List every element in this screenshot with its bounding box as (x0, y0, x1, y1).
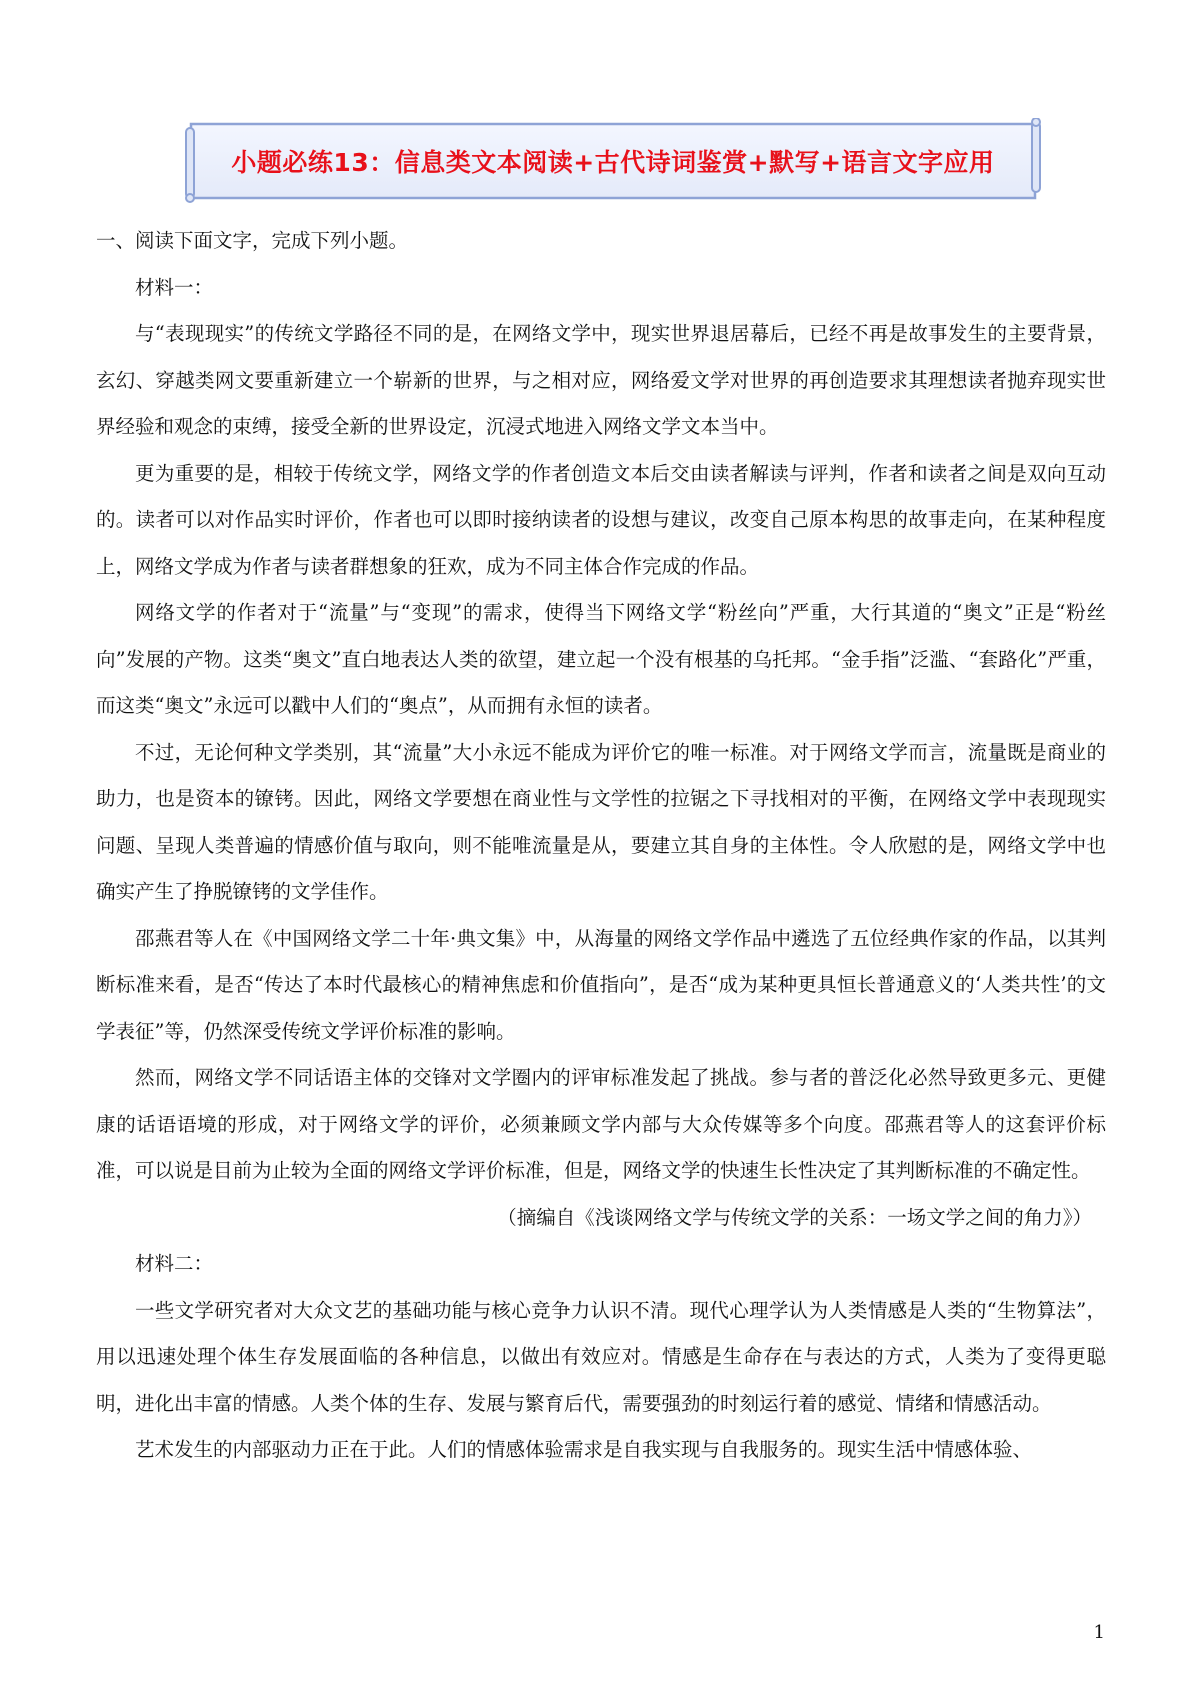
page-title: 小题必练13：信息类文本阅读+古代诗词鉴赏+默写+语言文字应用 (231, 147, 995, 177)
paragraph: 网络文学的作者对于“流量”与“变现”的需求，使得当下网络文学“粉丝向”严重，大行其道的“奥文”正是“粉丝向”发展的产物。这类“奥文”直白地表达人类的欲望，建立起一个没有根基的乌托邦。“金手指”泛滥、“套路化”严重，而这类“奥文”永远可以戳中人们的“奥点”，从而拥有永恒的读者。 (96, 601, 1106, 717)
document-body (96, 218, 1106, 1474)
paragraph: 艺术发生的内部驱动力正在于此。人们的情感体验需求是自我实现与自我服务的。现实生活中情感体验、 (135, 1438, 1033, 1461)
material-two-label: 材料二： (135, 1252, 214, 1275)
paragraph: 然而，网络文学不同话语主体的交锋对文学圈内的评审标准发起了挑战。参与者的普泛化必然导致更多元、更健康的话语语境的形成，对于网络文学的评价，必须兼顾文学内部与大众传媒等多个向度。邵燕君等人的这套评价标准，可以说是目前为止较为全面的网络文学评价标准，但是，网络文学的快速生长性决定了其判断标准的不确定性。 (96, 1066, 1106, 1182)
page-number: 1 (1093, 1622, 1105, 1643)
paragraph: 不过，无论何种文学类别，其“流量”大小永远不能成为评价它的唯一标准。对于网络文学而言，流量既是商业的助力，也是资本的镣铐。因此，网络文学要想在商业性与文学性的拉锯之下寻找相对的平衡，在网络文学中表现现实问题、呈现人类普遍的情感价值与取向，则不能唯流量是从，要建立其自身的主体性。令人欣慰的是，网络文学中也确实产生了挣脱镣铐的文学佳作。 (96, 740, 1106, 903)
paragraph: 一些文学研究者对大众文艺的基础功能与核心竞争力认识不清。现代心理学认为人类情感是人类的“生物算法”，用以迅速处理个体生存发展面临的各种信息，以做出有效应对。情感是生命存在与表达的方式，人类为了变得更聪明，进化出丰富的情感。人类个体的生存、发展与繁育后代，需要强劲的时刻运行着的感觉、情绪和情感活动。 (96, 1298, 1106, 1415)
paragraph: 与“表现现实”的传统文学路径不同的是，在网络文学中，现实世界退居幕后，已经不再是故事发生的主要背景，玄幻、穿越类网文要重新建立一个崭新的世界，与之相对应，网络爱文学对世界的再创造要求其理想读者抛弃现实世界经验和观念的束缚，接受全新的世界设定，沉浸式地进入网络文学文本当中。 (96, 322, 1106, 438)
source-citation: （摘编自《浅谈网络文学与传统文学的关系：一场文学之间的角力》） (497, 1205, 1092, 1229)
material-one-label: 材料一： (135, 275, 214, 299)
paragraph: 更为重要的是，相较于传统文学，网络文学的作者创造文本后交由读者解读与评判，作者和读者之间是双向互动的。读者可以对作品实时评价，作者也可以即时接纳读者的设想与建议，改变自己原本构思的故事走向，在某种程度上，网络文学成为作者与读者群想象的狂欢，成为不同主体合作完成的作品。 (96, 461, 1106, 578)
section-heading: 一、阅读下面文字，完成下列小题。 (96, 229, 409, 252)
title-banner (183, 118, 1043, 203)
paragraph: 邵燕君等人在《中国网络文学二十年·典文集》中，从海量的网络文学作品中遴选了五位经典作家的作品，以其判断标准来看，是否“传达了本时代最核心的精神焦虑和价值指向”，是否“成为某种更具恒长普通意义的‘人类共性’的文学表征”等，仍然深受传统文学评价标准的影响。 (96, 926, 1106, 1043)
